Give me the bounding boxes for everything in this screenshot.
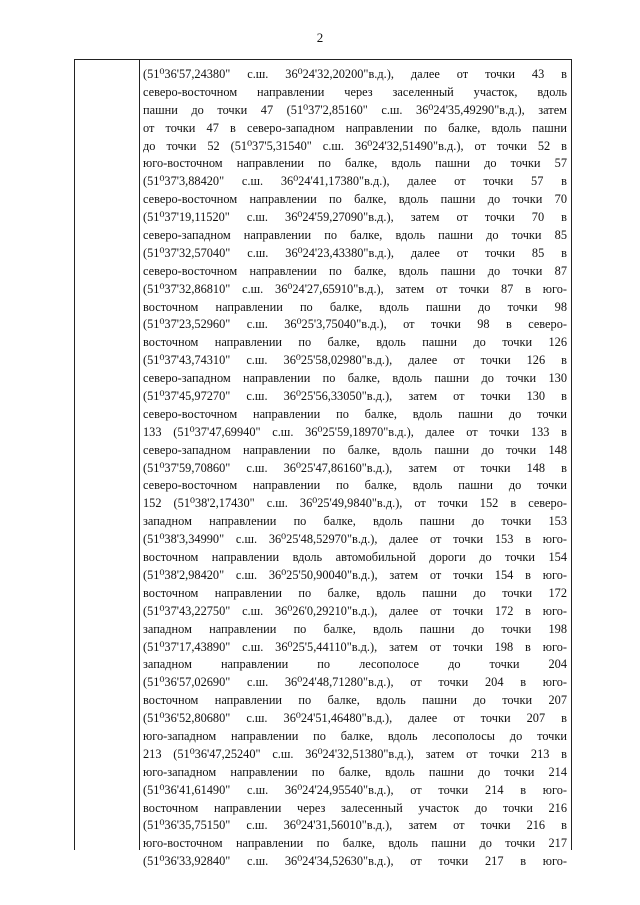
text-line: (51⁰37'43,74310" с.ш. 36⁰25'58,02980"в.д.), далее от точки 126 в bbox=[143, 353, 567, 368]
text-line: от точки 47 в северо-западном направлении по балке, вдоль пашни bbox=[143, 120, 567, 135]
text-line: юго-западном направлении по балке, вдоль пашни до точки 214 bbox=[143, 764, 567, 779]
table-column-divider bbox=[139, 60, 140, 850]
text-line: 152 (51⁰38'2,17430" с.ш. 36⁰25'49,9840"в.д.), от точки 152 в северо- bbox=[143, 496, 567, 511]
text-line: (51⁰36'57,24380" с.ш. 36⁰24'32,20200"в.д.), далее от точки 43 в bbox=[143, 67, 567, 81]
text-line: западном направлении по балке, вдоль пашни до точки 153 bbox=[143, 514, 567, 529]
text-line: (51⁰37'32,57040" с.ш. 36⁰24'23,43380"в.д.), далее от точки 85 в bbox=[143, 245, 567, 260]
text-line: северо-восточном направлении через заселенный участок, вдоль bbox=[143, 84, 567, 99]
text-line: (51⁰37'59,70860" с.ш. 36⁰25'47,86160"в.д.), затем от точки 148 в bbox=[143, 460, 567, 475]
text-line: (51⁰38'2,98420" с.ш. 36⁰25'50,90040"в.д.), затем от точки 154 в юго- bbox=[143, 567, 567, 582]
text-line: северо-восточном направлении по балке, вдоль пашни до точки bbox=[143, 478, 567, 493]
text-line: восточном направлении по балке, вдоль пашни до точки 172 bbox=[143, 585, 567, 600]
text-line: восточном направлении по балке, вдоль пашни до точки 98 bbox=[143, 299, 567, 314]
text-line: юго-восточном направлении по балке, вдоль пашни до точки 217 bbox=[143, 836, 567, 851]
text-line: (51⁰36'52,80680" с.ш. 36⁰24'51,46480"в.д.), далее от точки 207 в bbox=[143, 711, 567, 726]
text-line: восточном направлении по балке, вдоль пашни до точки 126 bbox=[143, 335, 567, 350]
text-line: северо-восточном направлении по балке, вдоль пашни до точки 87 bbox=[143, 263, 567, 278]
description-cell bbox=[143, 66, 567, 871]
text-line: северо-восточном направлении по балке, вдоль пашни до точки bbox=[143, 406, 567, 421]
text-line: западном направлении по лесополосе до точки 204 bbox=[143, 657, 567, 672]
text-line: (51⁰36'57,02690" с.ш. 36⁰24'48,71280"в.д.), от точки 204 в юго- bbox=[143, 675, 567, 690]
text-line: (51⁰37'32,86810" с.ш. 36⁰24'27,65910"в.д.), затем от точки 87 в юго- bbox=[143, 281, 567, 296]
text-line: 213 (51⁰36'47,25240" с.ш. 36⁰24'32,51380"в.д.), затем от точки 213 в bbox=[143, 746, 567, 761]
text-line: (51⁰38'3,34990" с.ш. 36⁰25'48,52970"в.д.), далее от точки 153 в юго- bbox=[143, 532, 567, 547]
document-table bbox=[74, 59, 572, 869]
text-line: северо-западном направлении по балке, вдоль пашни до точки 85 bbox=[143, 228, 567, 243]
text-line: пашни до точки 47 (51⁰37'2,85160" с.ш. 36⁰24'35,49290"в.д.), затем bbox=[143, 102, 567, 117]
text-line: 133 (51⁰37'47,69940" с.ш. 36⁰25'59,18970"в.д.), далее от точки 133 в bbox=[143, 424, 567, 439]
text-line: юго-западном направлении по балке, вдоль лесополосы до точки bbox=[143, 728, 567, 743]
text-line: (51⁰37'19,11520" с.ш. 36⁰24'59,27090"в.д.), затем от точки 70 в bbox=[143, 210, 567, 225]
text-line: (51⁰36'33,92840" с.ш. 36⁰24'34,52630"в.д.), от точки 217 в юго- bbox=[143, 854, 567, 869]
text-line: восточном направлении по балке, вдоль пашни до точки 207 bbox=[143, 693, 567, 708]
text-line: (51⁰36'35,75150" с.ш. 36⁰24'31,56010"в.д.), затем от точки 216 в bbox=[143, 818, 567, 833]
text-line: (51⁰37'45,97270" с.ш. 36⁰25'56,33050"в.д.), затем от точки 130 в bbox=[143, 389, 567, 404]
text-line: (51⁰37'17,43890" с.ш. 36⁰25'5,44110"в.д.), затем от точки 198 в юго- bbox=[143, 639, 567, 654]
text-line: юго-восточном направлении по балке, вдоль пашни до точки 57 bbox=[143, 156, 567, 171]
page-number: 2 bbox=[316, 30, 324, 45]
text-line: (51⁰37'3,88420" с.ш. 36⁰24'41,17380"в.д.), далее от точки 57 в bbox=[143, 174, 567, 189]
text-line: восточном направлении вдоль автомобильной дороги до точки 154 bbox=[143, 550, 567, 565]
text-line: до точки 52 (51⁰37'5,31540" с.ш. 36⁰24'32,51490"в.д.), от точки 52 в bbox=[143, 138, 567, 153]
text-line: северо-восточном направлении по балке, вдоль пашни до точки 70 bbox=[143, 192, 567, 207]
text-line: восточном направлении через залесенный участок до точки 216 bbox=[143, 800, 567, 815]
text-line: (51⁰37'43,22750" с.ш. 36⁰26'0,29210"в.д.), далее от точки 172 в юго- bbox=[143, 603, 567, 618]
text-line: северо-западном направлении по балке, вдоль пашни до точки 148 bbox=[143, 442, 567, 457]
text-line: (51⁰37'23,52960" с.ш. 36⁰25'3,75040"в.д.), от точки 98 в северо- bbox=[143, 317, 567, 332]
text-line: (51⁰36'41,61490" с.ш. 36⁰24'24,95540"в.д.), от точки 214 в юго- bbox=[143, 782, 567, 797]
text-line: северо-западном направлении по балке, вдоль пашни до точки 130 bbox=[143, 371, 567, 386]
text-line: западном направлении по балке, вдоль пашни до точки 198 bbox=[143, 621, 567, 636]
